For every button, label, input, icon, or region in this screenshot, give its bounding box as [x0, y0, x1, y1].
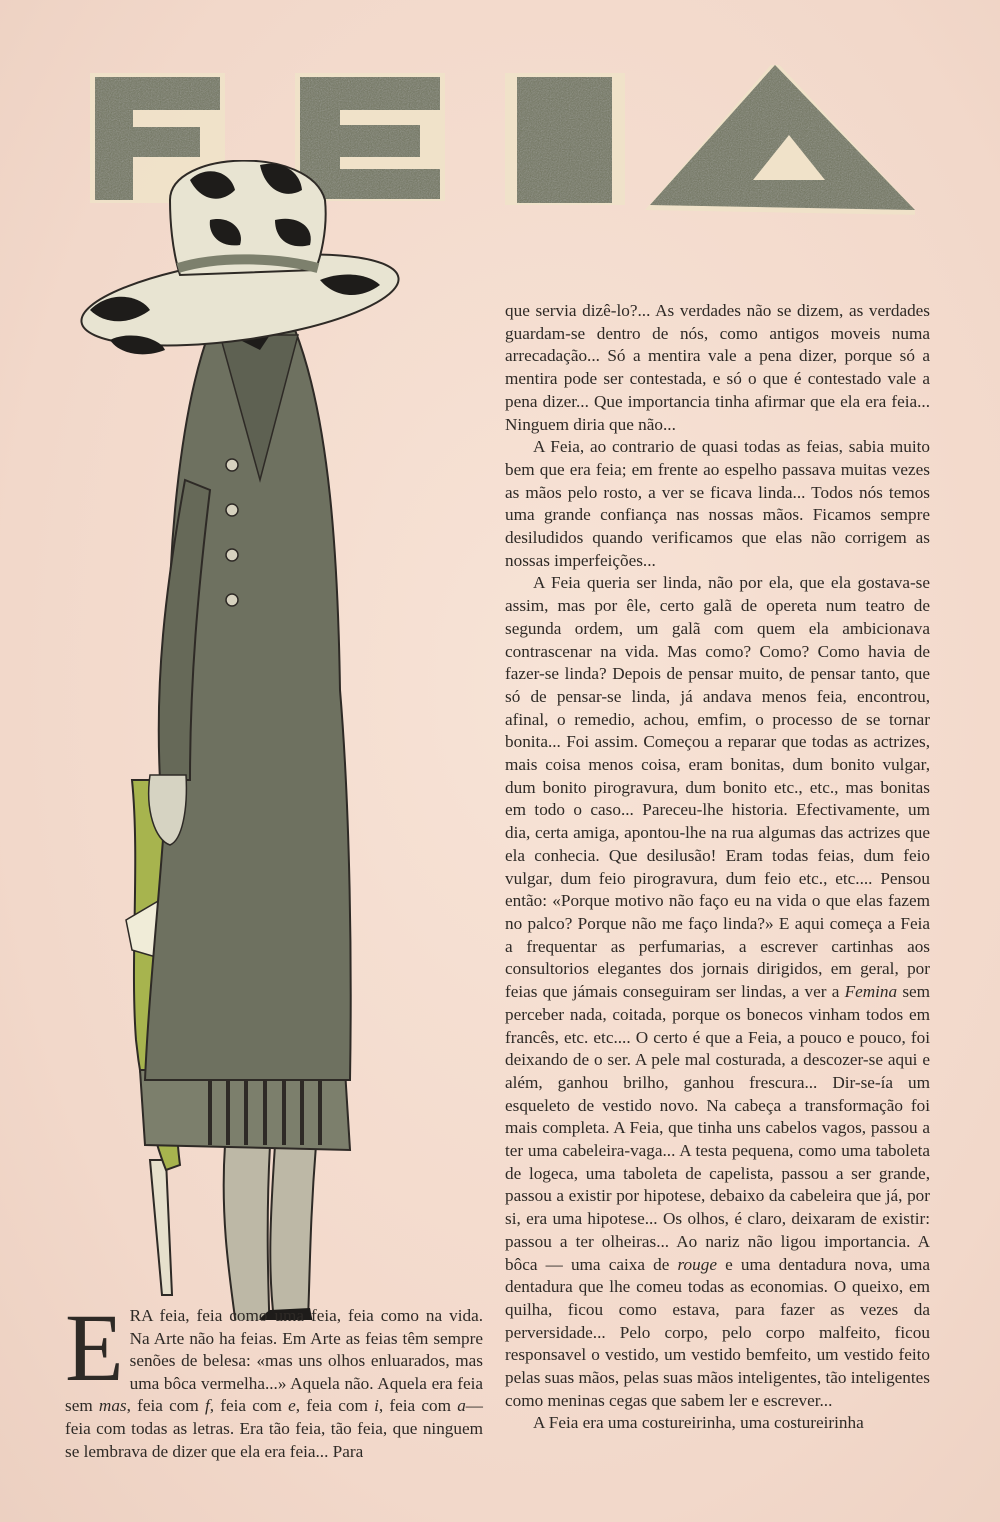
left-text-part: , feia com — [295, 1396, 375, 1416]
left-text-part: , feia com — [209, 1396, 289, 1416]
right-column-text — [505, 300, 930, 1435]
paragraph-3-part: sem perceber nada, coitada, porque os bonecos vinham todos em francês, etc. etc.... O certo é que a Feia, a pouco e pouco, foi deixando de o ser. A pele mal costurada, a descozer-se aqui e além, ganhou brilho, ganhou frescura... Dir-se-ía um esqueleto de vestido novo. Na cabeça a transformação foi mais completa. A Feia, que tinha uns cabelos vagos, passou a ter uma cabeleira-vaga... A testa pequena, como uma taboleta de logeca, uma taboleta de capelista, passou a ser grande, passou a existir por hipotese, debaixo da cabeleira que já, por si, era uma hipotese... Os olhos, é claro, deixaram de existir: passou a ter olheiras... Ao nariz não ligou importancia. A bôca — uma caixa de — [505, 982, 931, 1274]
paragraph-2: A Feia, ao contrario de quasi todas as feias, sabia muito bem que era feia; em frente ao espelho passava muitas vezes as mãos pelo rosto, a ver se ficava linda... Todos nós temos uma grande confiança nas nossas mãos. Ficamos sempre desiludidos quando verificamos que elas não corrigem as nossas imperfeições... — [505, 437, 930, 570]
dropcap-letter: E — [65, 1294, 124, 1401]
paragraph-3-part: e uma dentadura nova, uma dentadura que lhe comeu todas as economias. O queixo, em quilha, ficou como estava, para fazer as vezes da perversidade... Pelo corpo, pelo corpo malfeito, ficou responsavel o vestido, um vestido bemfeito, um vestido feito pelas suas mãos, pelas suas mãos inteligentes, tão inteligentes como meninas cegas que sabem ler e escrever... — [505, 1254, 931, 1410]
paragraph-4: A Feia era uma costureirinha, uma costureirinha — [533, 1413, 864, 1433]
left-text-italic: f — [204, 1396, 210, 1416]
left-text-part: , feia com — [126, 1396, 205, 1416]
italic-rouge: rouge — [677, 1254, 717, 1274]
left-text-italic: mas — [98, 1396, 127, 1416]
illustration-graphic — [70, 160, 430, 1320]
left-text-italic: e — [288, 1396, 296, 1416]
left-text-part: — feia com todas as letras. Era tão feia, tão feia, que ninguem se lembrava de dizer que ela era feia... Para — [65, 1396, 483, 1461]
left-column-text — [65, 1294, 483, 1463]
left-text-italic: a — [457, 1396, 466, 1416]
left-text-part: , feia com — [378, 1396, 458, 1416]
italic-femina: Femina — [844, 982, 898, 1002]
woman-illustration — [70, 160, 430, 1320]
paragraph-3 — [505, 572, 930, 1412]
paragraph-1: que servia dizê-lo?... As verdades não se dizem, as verdades guardam-se dentro de nós, como antigos moveis numa arrecadação... Só a mentira vale a pena dizer, porque só a mentira pode ser contestada, e só o que é contestado vale a pena dizer... Que importancia tinha afirmar que ela era feia... Ninguem diria que não... — [505, 301, 930, 434]
paragraph-3-part: A Feia queria ser linda, não por ela, que ela gostava-se assim, mas por êle, certo galã de opereta num teatro de segunda ordem, um galã com quem ela ambicionava contrascenar na vida. Mas como? Como? Como havia de fazer-se linda? Depois de pensar muito, de pensar tanto, que só de pensar-se linda, já andava menos feia, encontrou, afinal, o remedio, achou, emfim, o processo de se tornar bonita... Foi assim. Começou a reparar que todas as actrizes, mais coisa menos coisa, eram bonitas, dum bonito vulgar, dum bonito pirogravura, dum bonito etc., etc., mas bonitas em todo o caso... Pareceu-lhe historia. Efectivamente, um dia, certa amiga, apontou-lhe na rua algumas das actrizes que ela conhecia. Que desilusão! Eram todas feias, dum feio vulgar, dum feio pirogravura, dum feio etc., etc.... Pensou então: «Porque motivo não faço eu na vida o que elas fazem no palco? Porque não me faço linda?» E aqui começa a Feia a frequentar as perfumarias, a escrever cartinhas aos consultorios elegantes dos jornais dirigidos, em geral, por feias que jámais conseguiram ser lindas, a ver a — [505, 573, 930, 1002]
left-text-part: RA feia, feia como uma feia, feia como na vida. Na Arte não ha feias. Em Arte as feias têm sempre senões de belesa: «mas uns olhos enluarados, mas uma bôca vermelha...» Aquela não. Aquela era feia sem — [65, 1306, 483, 1416]
left-text-italic: i — [374, 1396, 379, 1416]
